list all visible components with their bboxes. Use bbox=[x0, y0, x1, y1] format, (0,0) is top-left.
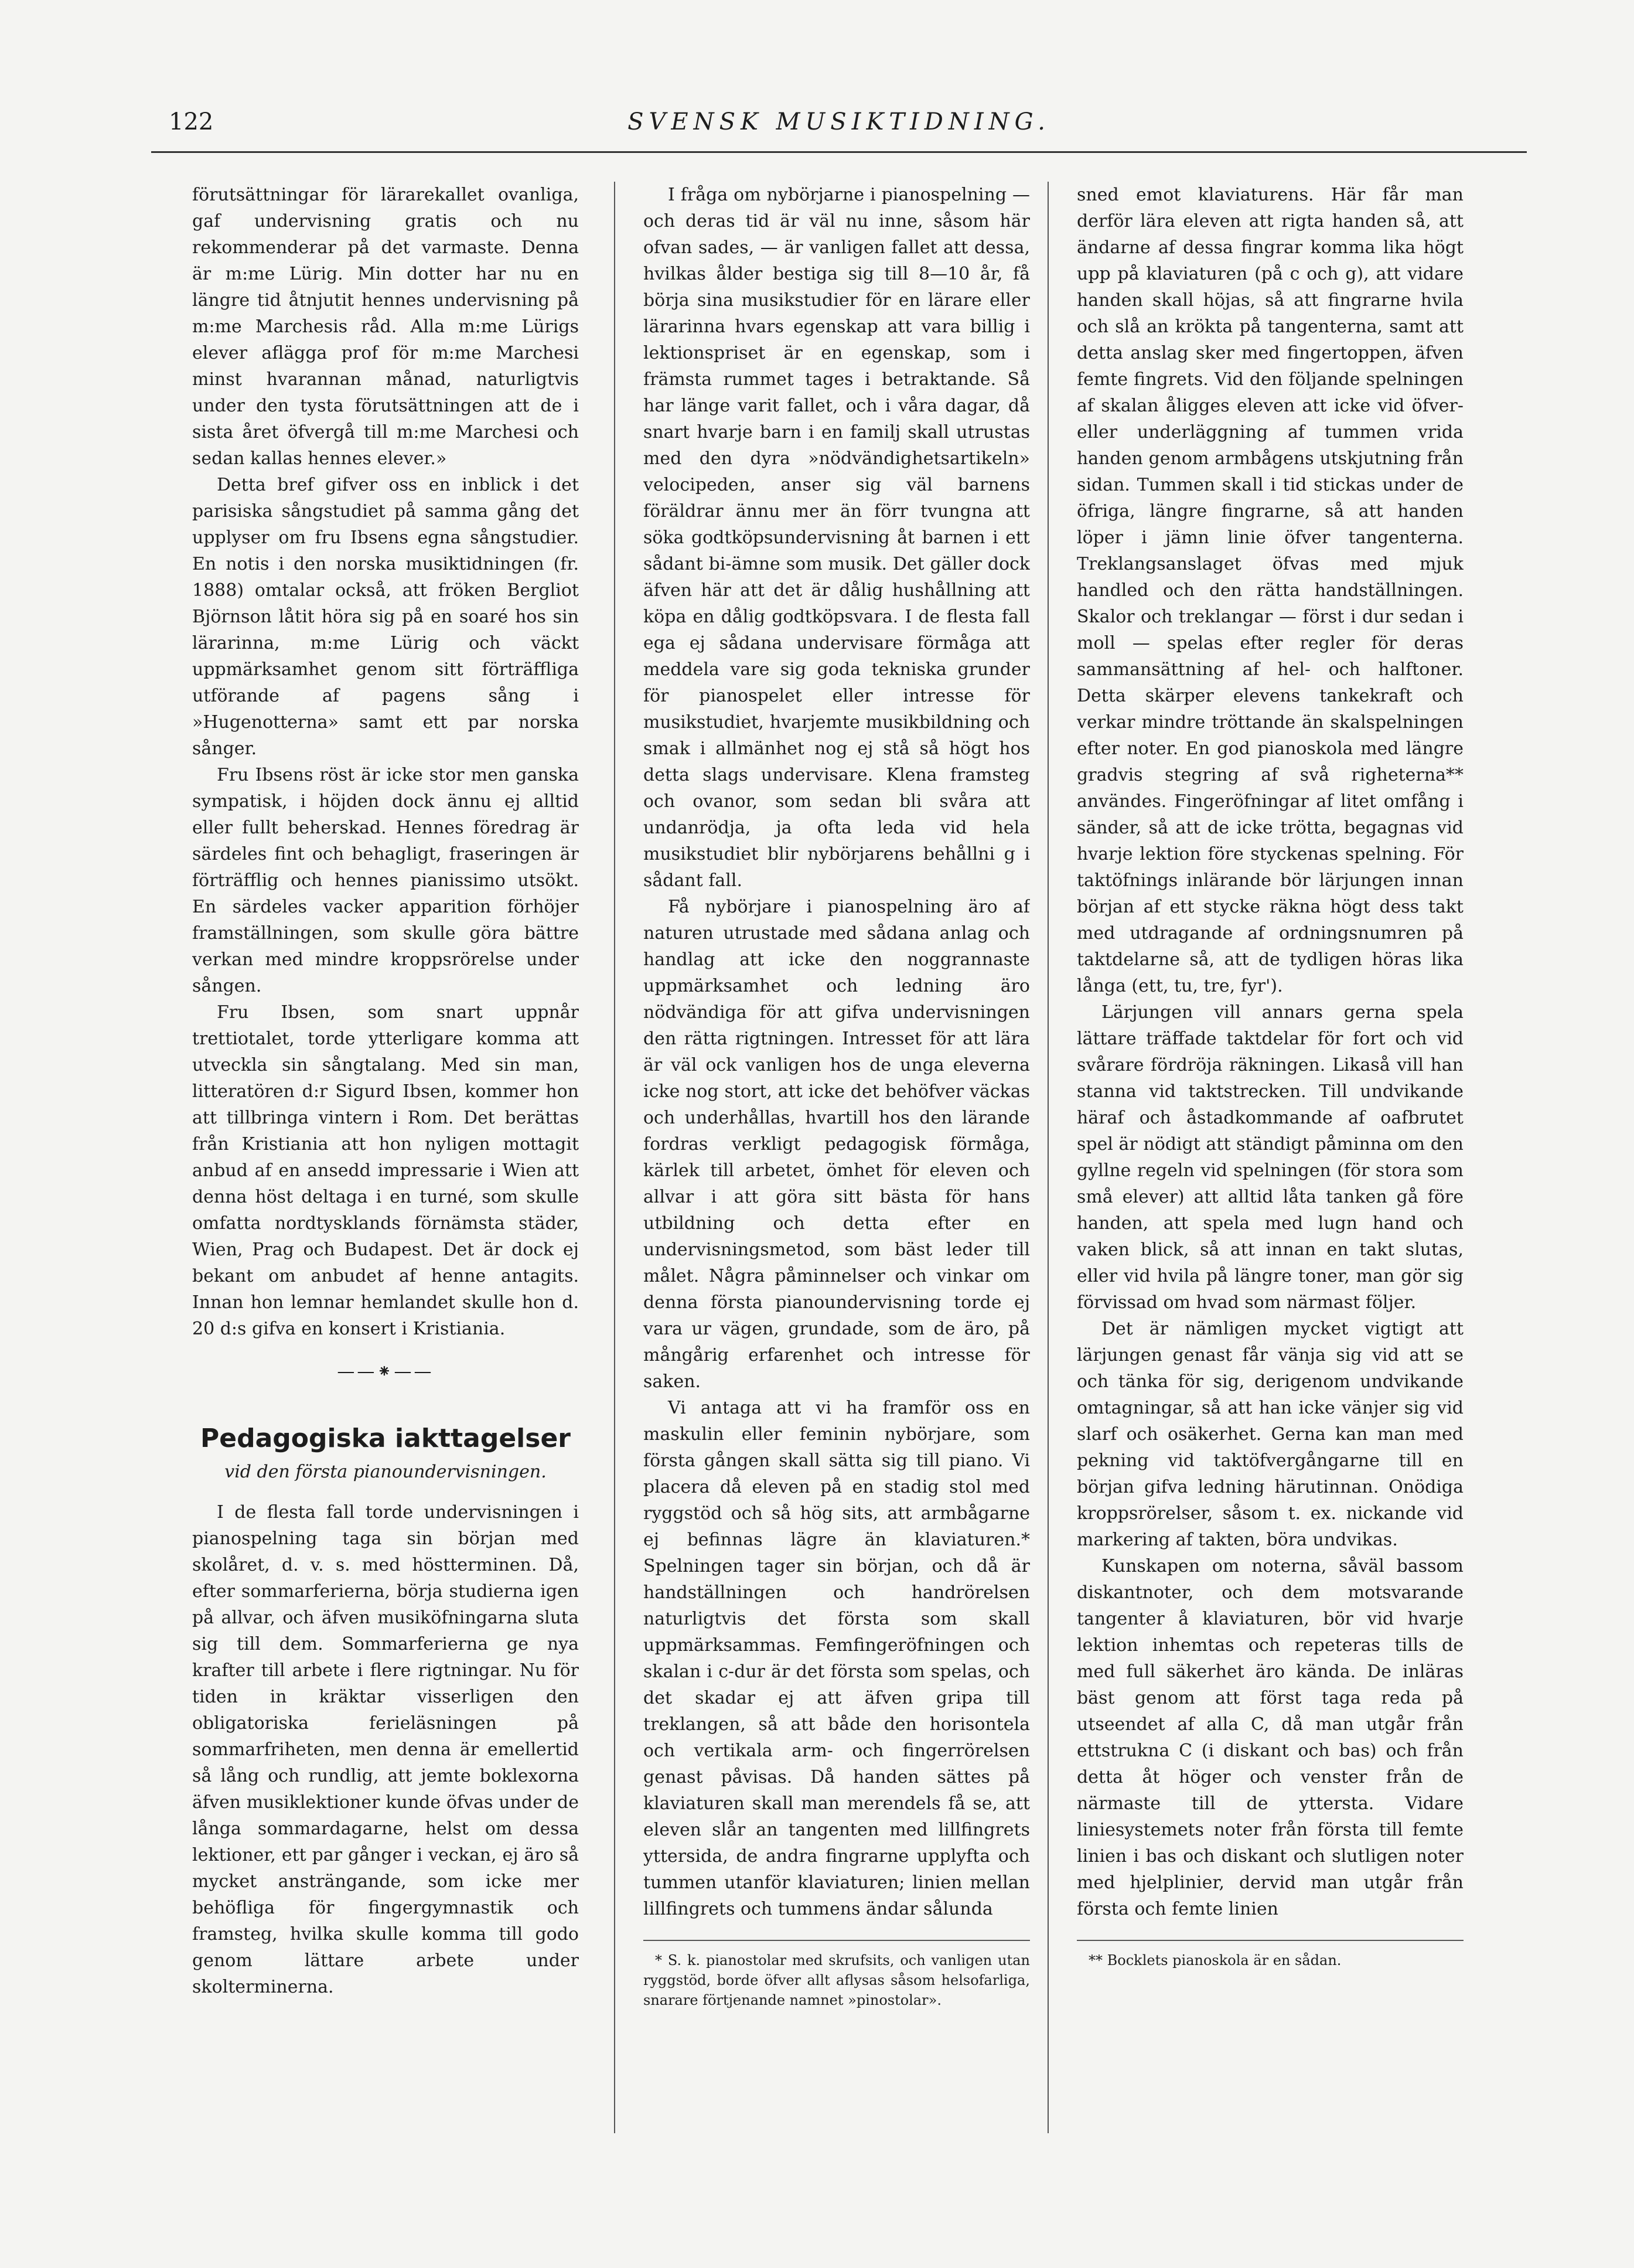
newspaper-page bbox=[145, 88, 1533, 2174]
footnote bbox=[1077, 1940, 1464, 1970]
column-1 bbox=[192, 182, 579, 2145]
paragraph: Vi antaga att vi ha framför oss en maskulin eller feminin nybörjare, som första gången skall sätta sig till piano. Vi placera då eleven på en stadig stol med ryggstöd och så hög sits, att armbågarne ej befinnas lägre än klaviaturen.* Spelningen tager sin början, och då är handställningen och handrörelsen naturligtvis det första som skall uppmärksammas. Femfingeröfningen och skalan i c-dur är det första som spelas, och det skadar ej att äfven gripa till treklangen, så att både den horisontela och vertikala arm- och fingerrörelsen genast påvisas. Då handen sättes på klaviaturen skall man merendels få se, att eleven slår an tangenten med lillfingrets yttersida, de andra fingrarne upplyfta och tummen utanför klaviaturen; linien mellan lillfingrets och tummens ändar sålunda bbox=[643, 1398, 1030, 1919]
header-rule bbox=[151, 151, 1527, 153]
paragraph: förutsättningar för lärarekallet ovanliga, gaf undervisning gratis och nu rekommenderar på det varmaste. Denna är m:me Lürig. Min dotter har nu en längre tid åtnjutit hennes undervisning på m:me Marchesis råd. Alla m:me Lürigs elever aflägga prof för m:me Marchesi minst hvarannan månad, naturligtvis under den tysta förutsättningen att de i sista året öfvergå till m:me Marchesi och sedan kallas hennes elever.» bbox=[192, 185, 579, 469]
footnote-text: * S. k. pianostolar med skrufsits, och vanligen utan ryggstöd, borde öfver allt aflysas såsom helsofarliga, snarare förtjenande namnet »pinostolar». bbox=[643, 1952, 1030, 2008]
paragraph: Lärjungen vill annars gerna spela lättare träffade taktdelar för fort och vid svårare fördröja räkningen. Likaså vill han stanna vid taktstrecken. Till undvikande häraf och åstadkommande af oafbrutet spel är nödigt att ständigt påminna om den gyllne regeln vid spelningen (för stora som små elever) att alltid låta tanken gå före handen, att spela med lugn hand och vaken blick, så att innan en takt slutas, eller vid hvila på längre toner, man gör sig förvissad om hvad som närmast följer. bbox=[1077, 1002, 1464, 1313]
paragraph: Fru Ibsen, som snart uppnår trettiotalet, torde ytterligare komma att utveckla sin sångtalang. Med sin man, litteratören d:r Sigurd Ibsen, kommer hon att tillbringa vintern i Rom. Det berättas från Kristiania att hon nyligen mottagit anbud af en ansedd impressarie i Wien att denna höst deltaga i en turné, som skulle omfatta nordtysklands förnämsta städer, Wien, Prag och Budapest. Det är dock ej bekant om anbudet af henne antagits. Innan hon lemnar hemlandet skulle hon d. 20 d:s gifva en konsert i Kristiania. bbox=[192, 1002, 579, 1339]
paragraph: Få nybörjare i pianospelning äro af naturen utrustade med sådana anlag och handlag att icke den noggrannaste uppmärksamhet och ledning äro nödvändiga för att gifva undervisningen den rätta rigtningen. Intresset för att lära är väl ock vanligen hos de unga eleverna icke nog stort, att icke det behöfver väckas och underhållas, hvartill hos den lärande fordras verkligt pedagogisk förmåga, kärlek till arbetet, ömhet för eleven och allvar i att göra sitt bästa för hans utbildning och detta efter en undervisningsmetod, som bäst leder till målet. Några påminnelser och vinkar om denna första pianoundervisning torde ej vara ur vägen, grundade, som de äro, på mångårig erfarenhet och intresse för saken. bbox=[643, 897, 1030, 1392]
paragraph: Detta bref gifver oss en inblick i det parisiska sångstudiet på samma gång det upplyser om fru Ibsens egna sångstudier. En notis i den norska musiktidningen (fr. 1888) omtalar också, att fröken Bergliot Björnson låtit höra sig på en soaré hos sin lärarinna, m:me Lürig och väckt uppmärksamhet genom sitt förträffliga utförande af pagens sång i »Hugenotterna» samt ett par norska sånger. bbox=[192, 475, 579, 759]
footnote bbox=[643, 1940, 1030, 2010]
running-title: SVENSK MUSIKTIDNING. bbox=[627, 108, 1050, 135]
footnote-text: ** Bocklets pianoskola är en sådan. bbox=[1089, 1952, 1342, 1969]
column-2 bbox=[643, 182, 1030, 2145]
page-header bbox=[145, 108, 1533, 155]
paragraph: Fru Ibsens röst är icke stor men ganska sympatisk, i höjden dock ännu ej alltid eller fullt beherskad. Hennes föredrag är särdeles fint och behagligt, fraseringen är förträfflig och hennes pianissimo utsökt. En särdeles vacker apparition förhöjer framställningen, som skulle göra bättre verkan med mindre kroppsrörelse under sången. bbox=[192, 765, 579, 996]
paragraph: Det är nämligen mycket vigtigt att lärjungen genast får vänja sig vid att se och tänka för sig, derigenom undvikande omtagningar, så att han icke vänjer sig vid slarf och osäkerhet. Gerna kan man med pekning vid taktöfvergångarne till en början gifva ledning härutinnan. Onödiga kroppsrörelser, såsom t. ex. nickande vid markering af takten, böra undvikas. bbox=[1077, 1319, 1464, 1550]
paragraph: sned emot klaviaturens. Här får man derför lära eleven att rigta handen så, att ändarne af dessa fingrar komma lika högt upp på klaviaturen (på c och g), att vidare handen skall höjas, så att fingrarne hvila och slå an krökta på tangenterna, samt att detta anslag sker med fingertoppen, äfven femte fingrets. Vid den följande spelningen af skalan åligges eleven att icke vid öfver- eller underläggning af tummen vrida handen genom armbågens utskjutning från sidan. Tummen skall i tid stickas under de öfriga, längre fingrarne, så att handen löper i jämn linie öfver tangenterna. Treklangsanslaget öfvas med mjuk handled och den rätta handställningen. Skalor och treklangar — först i dur sedan i moll — spelas efter regler för deras sammansättning af hel- och halftoner. Detta skärper elevens tankekraft och verkar mindre tröttande än skalspelningen efter noter. En god pianoskola med längre gradvis stegring af svå righeterna** användes. Fingeröfningar af litet omfång i sänder, så att de icke trötta, begagnas vid hvarje lektion före styckenas spelning. För taktöfnings inlärande bör lärjungen innan början af ett stycke räkna högt dess takt med utdragande af ordningsnumren på taktdelarne så, att de tydligen höras lika långa (ett, tu, tre, fyr'). bbox=[1077, 185, 1464, 996]
paragraph: I fråga om nybörjarne i pianospelning — och deras tid är väl nu inne, såsom här ofvan sades, — är vanligen fallet att dessa, hvilkas ålder bestiga sig till 8—10 år, få börja sina musikstudier för en lärare eller lärarinna hvars egenskap att vara billig i lektionspriset är en egenskap, som i främsta rummet tages i betraktande. Så har länge varit fallet, och i våra dagar, då snart hvarje barn i en familj skall utrustas med den dyra »nödvändighetsartikeln» velocipeden, anser sig väl barnens föräldrar ännu mer än förr tvungna att söka godtköpsundervisning åt barnen i ett sådant bi-ämne som musik. Det gäller dock äfven här att det är dålig hushållning att köpa en dålig godtköpsvara. I de flesta fall ega ej sådana undervisare förmåga att meddela vare sig goda tekniska grunder för pianospelet eller intresse för musikstudiet, hvarjemte musikbildning och smak i allmänhet nog ej stå så högt hos detta slags undervisare. Klena framsteg och ovanor, som sedan bli svåra att undanrödja, ja ofta leda vid hela musikstudiet blir nybörjarens behållni g i sådant fall. bbox=[643, 185, 1030, 891]
section-subtitle: vid den första pianoundervisningen. bbox=[224, 1462, 547, 1482]
column-divider bbox=[1048, 182, 1049, 2133]
column-3 bbox=[1077, 182, 1464, 2145]
page-number: 122 bbox=[169, 108, 214, 135]
paragraph: I de flesta fall torde undervisningen i pianospelning taga sin början med skolåret, d. v. s. med höstterminen. Då, efter sommarferierna, börja studierna igen på allvar, och äfven musiköfningarna sluta sig till dem. Sommarferierna ge nya krafter till arbete i flere rigtningar. Nu för tiden in kräktar visserligen den obligatoriska ferieläsningen på sommarfriheten, men denna är emellertid så lång och rundlig, att jemte boklexorna äfven musiklektioner kunde öfvas under de långa sommardagarne, helst om dessa lektioner, ett par gånger i veckan, ej äro så mycket ansträngande, som icke mer behöfliga för fingergymnastik och framsteg, hvilka skulle komma till godo genom lättare arbete under skolterminerna. bbox=[192, 1502, 579, 1997]
section-title: Pedagogiska iakttagelser bbox=[200, 1424, 571, 1453]
column-divider bbox=[614, 182, 615, 2133]
section-separator: ——⁕—— bbox=[337, 1361, 434, 1382]
paragraph: Kunskapen om noterna, såväl bassom diskantnoter, och dem motsvarande tangenter å klaviaturen, bör vid hvarje lektion inhemtas och repeteras tills de med full säkerhet äro kända. De inläras bäst genom att först taga reda på utseendet af alla C, då man utgår från ettstrukna C (i diskant och bas) och från detta åt höger och venster från de närmaste till de yttersta. Vidare liniesystemets noter från första till femte linien i bas och diskant och slutligen noter med hjelplinier, dervid man utgår från första och femte linien bbox=[1077, 1556, 1464, 1919]
